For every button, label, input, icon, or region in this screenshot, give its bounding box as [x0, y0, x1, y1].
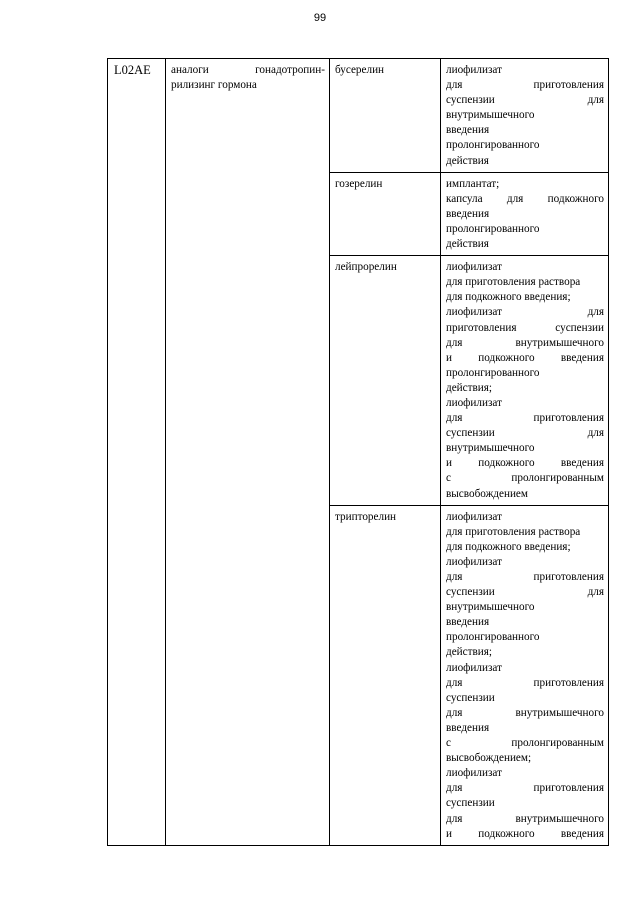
drug-table — [107, 58, 609, 846]
dosage-form-line — [446, 570, 604, 585]
dosage-form-line — [446, 812, 604, 827]
dosage-form-line: внутримышечного — [446, 442, 535, 455]
dosage-form-cell — [441, 505, 609, 845]
dosage-form-line: лиофилизат — [446, 261, 502, 274]
dosage-form-line: высвобождением — [446, 487, 528, 500]
dosage-form-line: пролонгированного — [446, 222, 540, 235]
dosage-form-word: для — [446, 571, 463, 583]
dosage-form-word: введения — [560, 351, 604, 364]
dosage-form-line — [446, 736, 604, 751]
dosage-form-line — [446, 78, 604, 93]
dosage-form-line: введения — [446, 124, 490, 137]
dosage-form-word: и — [446, 457, 452, 470]
drug-name-cell — [330, 59, 441, 173]
dosage-form-word: для — [587, 306, 604, 319]
drug-name: трипторелин — [335, 510, 397, 523]
atc-code: L02AE — [114, 63, 151, 77]
dosage-form-word: с — [446, 737, 451, 750]
dosage-form-word: для — [506, 192, 524, 205]
dosage-form-word: для — [587, 94, 604, 107]
dosage-form-cell — [441, 59, 609, 173]
dosage-form-line — [446, 192, 604, 207]
dosage-form-line: лиофилизат — [446, 555, 502, 568]
dosage-form-word: введения — [560, 457, 604, 470]
dosage-form-line — [446, 706, 604, 721]
drug-name-cell — [330, 505, 441, 845]
dosage-form-line: пролонгированного — [446, 366, 540, 379]
dosage-form-line — [446, 456, 604, 471]
group-name-line1 — [171, 63, 325, 78]
drug-name-cell — [330, 172, 441, 255]
dosage-form-word: для — [446, 782, 463, 795]
page-number: 99 — [313, 12, 327, 24]
dosage-form-word: капсула — [446, 192, 483, 205]
dosage-form-word: внутримышечного — [515, 812, 604, 825]
drug-name: лейпрорелин — [335, 261, 397, 274]
dosage-form-line: лиофилизат — [446, 396, 502, 409]
dosage-form-word: пролонгированным — [511, 472, 604, 485]
dosage-form-line — [446, 471, 604, 486]
dosage-form-line: высвобождением; — [446, 752, 532, 765]
dosage-form-line: для подкожного введения; — [446, 540, 571, 553]
dosage-form-cell — [441, 172, 609, 255]
dosage-form-line — [446, 336, 604, 351]
drug-table-body — [108, 59, 609, 846]
dosage-form-line — [446, 827, 604, 842]
dosage-form-line — [446, 676, 604, 691]
dosage-form-word: суспензии — [446, 586, 495, 599]
dosage-form-word: для — [587, 427, 604, 440]
dosage-form-word: внутримышечного — [515, 706, 604, 719]
table-row — [108, 59, 609, 173]
dosage-form-word: суспензии — [446, 94, 495, 107]
dosage-form-word: для — [587, 586, 604, 599]
dosage-form-word: подкожного — [478, 457, 535, 470]
dosage-form-line — [446, 351, 604, 366]
dosage-form-word: приготовления — [533, 571, 604, 583]
dosage-form-line: пролонгированного — [446, 139, 540, 152]
dosage-form-cell — [441, 256, 609, 506]
dosage-form-line: для подкожного введения; — [446, 291, 571, 304]
dosage-form-word: для — [446, 79, 463, 92]
dosage-form-line — [446, 321, 604, 336]
dosage-form-word: приготовления — [533, 412, 604, 425]
dosage-form-word: и — [446, 351, 452, 364]
dosage-form-line: лиофилизат — [446, 767, 502, 780]
dosage-form-line — [446, 93, 604, 108]
dosage-form-word: подкожного — [478, 351, 535, 364]
dosage-form-word: пролонгированным — [511, 737, 604, 750]
dosage-form-line: введения — [446, 207, 490, 220]
dosage-form-line: суспензии — [446, 691, 495, 704]
dosage-form-line: имплантат; — [446, 177, 500, 190]
dosage-form-line — [446, 411, 604, 426]
dosage-form-line — [446, 426, 604, 441]
dosage-form-line: суспензии — [446, 797, 495, 810]
drug-name: бусерелин — [335, 64, 385, 76]
dosage-form-word: для — [446, 412, 463, 425]
dosage-form-line — [446, 781, 604, 796]
group-name-word: аналоги — [171, 64, 209, 76]
dosage-form-word: для — [446, 706, 463, 719]
dosage-form-line: введения — [446, 616, 490, 629]
dosage-form-word: подкожного — [547, 192, 604, 205]
dosage-form-line: лиофилизат — [446, 661, 502, 674]
dosage-form-line — [446, 585, 604, 600]
group-name-word: гонадотропин- — [255, 64, 325, 76]
dosage-form-line: для приготовления раствора — [446, 525, 581, 538]
dosage-form-word: подкожного — [478, 827, 535, 840]
dosage-form-word: для — [446, 336, 463, 349]
dosage-form-line: действия — [446, 154, 489, 167]
dosage-form-word: приготовления — [533, 782, 604, 795]
dosage-form-line: действия — [446, 238, 489, 251]
drug-name: гозерелин — [335, 177, 383, 190]
dosage-form-line: действия; — [446, 646, 493, 659]
dosage-form-line: для приготовления раствора — [446, 276, 581, 289]
dosage-form-word: для — [446, 676, 463, 689]
dosage-form-word: приготовления — [446, 321, 517, 334]
dosage-form-line: лиофилизат — [446, 64, 502, 76]
dosage-form-word: введения — [560, 827, 604, 840]
group-name-line2: рилизинг гормона — [171, 79, 257, 92]
dosage-form-line: действия; — [446, 381, 493, 394]
drug-name-cell — [330, 256, 441, 506]
dosage-form-word: с — [446, 472, 451, 485]
dosage-form-word: суспензии — [555, 321, 604, 334]
dosage-form-word: приготовления — [533, 79, 604, 92]
group-name-cell — [166, 59, 330, 846]
dosage-form-line — [446, 305, 604, 320]
dosage-form-line: лиофилизат — [446, 510, 502, 523]
dosage-form-word: приготовления — [533, 676, 604, 689]
dosage-form-word: внутримышечного — [515, 336, 604, 349]
dosage-form-line: внутримышечного — [446, 109, 535, 122]
dosage-form-word: лиофилизат — [446, 306, 502, 319]
atc-code-cell — [108, 59, 166, 846]
dosage-form-word: для — [446, 812, 463, 825]
dosage-form-word: суспензии — [446, 427, 495, 440]
dosage-form-line: внутримышечного — [446, 601, 535, 614]
dosage-form-word: и — [446, 827, 452, 840]
dosage-form-line: пролонгированного — [446, 631, 540, 644]
dosage-form-line: введения — [446, 721, 490, 734]
